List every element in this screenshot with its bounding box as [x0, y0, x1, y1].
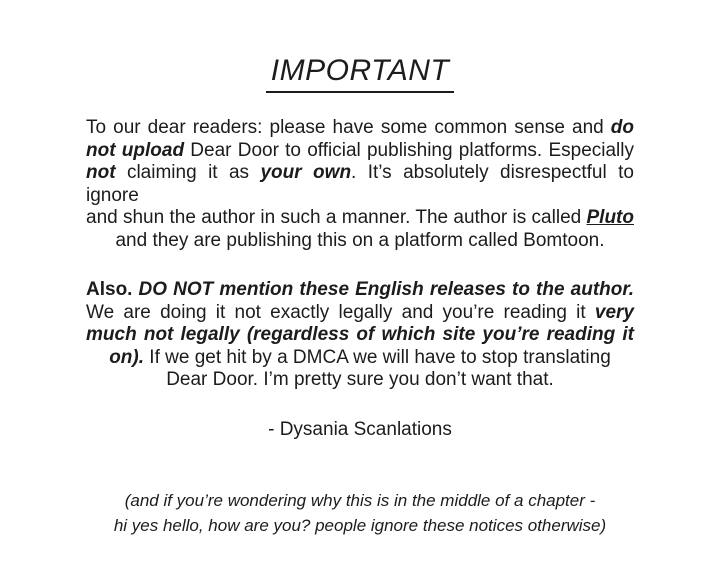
text-segment-emphasis: DO NOT mention these English releases to the author.: [132, 279, 634, 300]
text-segment: and they are publishing this on a platform called Bomtoon.: [115, 229, 605, 251]
text-segment-bold: Also.: [86, 279, 133, 300]
footnote: [86, 488, 634, 538]
paragraph-upload-warning: [86, 117, 634, 252]
paragraph1-line-1: [86, 117, 634, 140]
paragraph2-line-2: [86, 302, 634, 325]
text-segment: Dear Door. I’m pretty sure you don’t want that.: [166, 369, 554, 390]
text-segment-emphasis: on).: [109, 346, 145, 368]
paragraph-dmca-warning: [86, 279, 634, 392]
text-segment: . It’s absolutely disrespectful to ignore: [86, 162, 634, 206]
text-segment: If we get hit by a DMCA we will have to stop translating: [144, 346, 611, 368]
text-segment-emphasis: do: [610, 117, 634, 138]
text-segment-emphasis: your own: [260, 162, 352, 183]
text-segment-emphasis: not upload: [86, 139, 185, 161]
text-segment: claiming it as: [115, 162, 261, 183]
signature: [86, 419, 634, 442]
paragraph2-line-3: [86, 324, 634, 347]
text-segment: Dear Door to official publishing platforms. Especially: [184, 139, 634, 161]
text-segment-emphasis: very: [594, 301, 634, 323]
paragraph1-line-5: [86, 230, 634, 253]
paragraph1-line-4: [86, 207, 634, 230]
paragraph2-line-4: [86, 347, 634, 370]
text-segment: To our dear readers: please have some common sense and: [86, 117, 611, 138]
text-segment-emphasis: much not legally (regardless of which site you’re reading it: [86, 324, 634, 345]
paragraph1-line-2: [86, 140, 634, 163]
text-segment: We are doing it not exactly legally and you’re reading it: [86, 301, 595, 323]
text-segment: and shun the author in such a manner. The author is called: [86, 207, 587, 228]
notice-title: IMPORTANT: [266, 56, 454, 93]
author-name: Pluto: [586, 207, 634, 228]
title-wrap: [0, 56, 720, 93]
paragraph1-line-3: [86, 162, 634, 207]
footnote-line-2: hi yes hello, how are you? people ignore these notices otherwise): [113, 516, 607, 535]
paragraph2-line-1: [86, 279, 634, 302]
scanlation-group-name: - Dysania Scanlations: [268, 418, 452, 440]
text-segment-emphasis: not: [86, 162, 116, 183]
footnote-line-1: (and if you’re wondering why this is in the middle of a chapter -: [124, 491, 596, 510]
paragraph2-line-5: [86, 369, 634, 392]
